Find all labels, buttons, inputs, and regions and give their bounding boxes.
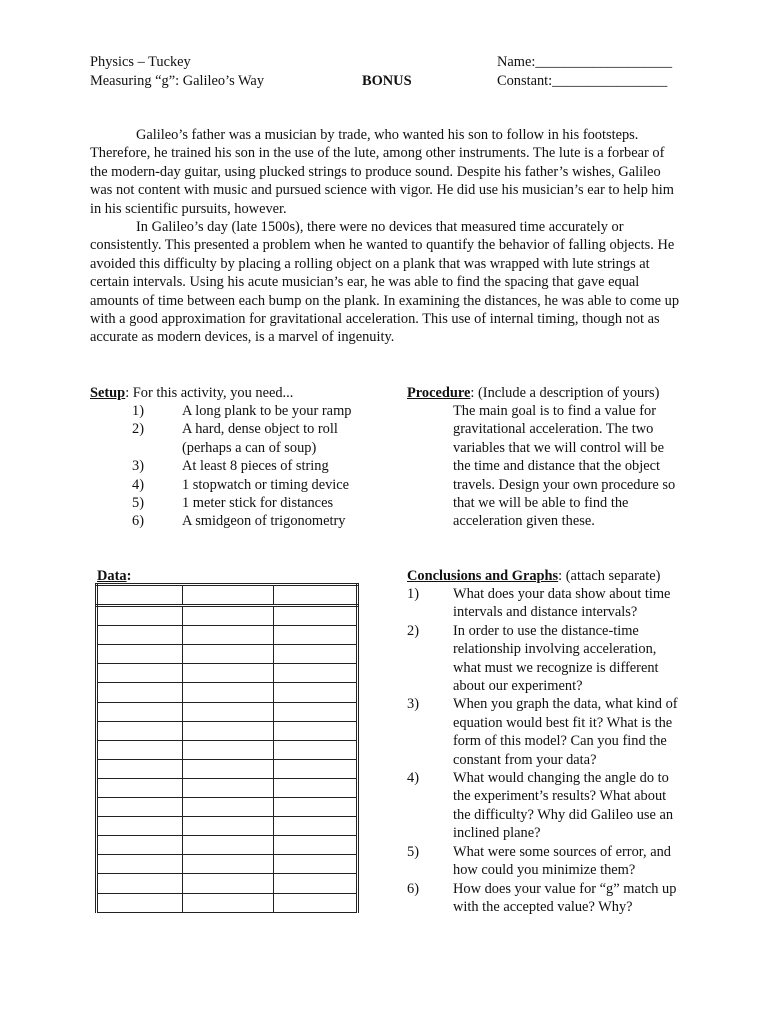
conclusions-heading [407,567,660,585]
list-item: 1) What does your data show about time intervals and distance intervals? [407,586,671,621]
bonus-label: BONUS [362,73,412,89]
table-cell[interactable] [274,778,358,797]
table-cell[interactable] [97,778,183,797]
list-item: 3) At least 8 pieces of string [132,458,329,475]
table-cell[interactable] [274,721,358,740]
list-item: 5) What were some sources of error, and how could you minimize them? [407,843,671,879]
table-row [97,759,358,778]
table-cell[interactable] [97,626,183,645]
table-cell[interactable] [183,702,274,721]
table-cell[interactable] [274,874,358,893]
table-row [97,855,358,874]
table-cell[interactable] [183,874,274,893]
table-row [97,606,358,626]
table-cell[interactable] [97,798,183,817]
table-row [97,664,358,683]
table-cell[interactable] [274,585,358,606]
table-cell[interactable] [274,702,358,721]
worksheet-title: Measuring “g”: Galileo’s Way [90,73,265,89]
table-cell[interactable] [274,626,358,645]
list-item: 4) What would changing the angle do to the experiment’s results? What about the difficulty? Why did Galileo use an inclined plane? [407,770,674,842]
table-row [97,778,358,797]
table-row [97,874,358,893]
intro-paragraph-2: In Galileo’s day (late 1500s), there were no devices that measured time accurately or consistently. This presented a problem when he wanted to quantify the behavior of falling objects. He avoided this difficulty by placing a rolling object on a plank that was wrapped with lute strings at certain intervals. Using his acute musician’s ear, he was able to find the spacing that gave equal amounts of time between each bump on the plank. In examining the distances, he was able to come up with a good approximation for gravitational acceleration. This use of internal timing, though not as accurate as modern devices, is a marvel of ingenuity. [90,219,680,346]
name-field-label: Name:___________________ [497,54,673,70]
constant-field-label: Constant:________________ [497,73,668,89]
table-cell[interactable] [274,855,358,874]
table-row [97,585,358,606]
list-item: 2) A hard, dense object to roll [132,421,338,438]
list-item: (perhaps a can of soup) [182,439,317,456]
data-table [95,583,359,913]
table-cell[interactable] [97,874,183,893]
table-cell[interactable] [97,606,183,626]
setup-heading [90,384,293,402]
procedure-intro: : (Include a description of yours) [470,385,660,401]
table-cell[interactable] [97,645,183,664]
table-cell[interactable] [274,664,358,683]
list-item: 6) A smidgeon of trigonometry [132,513,346,530]
table-cell[interactable] [274,645,358,664]
intro-paragraph-1: Galileo’s father was a musician by trade, who wanted his son to follow in his footsteps. Therefore, he trained his son in the use of the lute, among other instruments. The lute is a forbear of the modern-day guitar, using plucked strings to produce sound. Despite his father’s wishes, Galileo was not content with music and pursued science with vigor. He did use his musician’s ear to help him in his scientific pursuits, however. [90,127,674,217]
table-row [97,893,358,912]
table-cell[interactable] [97,721,183,740]
conclusions-label: Conclusions and Graphs [407,568,559,584]
table-cell[interactable] [183,798,274,817]
setup-label: Setup [90,385,126,401]
table-row [97,817,358,836]
table-cell[interactable] [274,740,358,759]
list-item: 4) 1 stopwatch or timing device [132,476,350,493]
table-row [97,626,358,645]
procedure-heading [407,384,659,402]
table-cell[interactable] [274,606,358,626]
course-label: Physics – Tuckey [90,54,191,70]
table-cell[interactable] [183,778,274,797]
table-cell[interactable] [97,836,183,855]
table-cell[interactable] [183,683,274,702]
conclusions-list [407,585,697,916]
table-row [97,683,358,702]
table-row [97,836,358,855]
list-item: 3) When you graph the data, what kind of equation would best fit it? What is the form of this model? Can you find the constant from your data? [407,696,678,768]
table-row [97,645,358,664]
table-cell[interactable] [274,817,358,836]
table-cell[interactable] [183,626,274,645]
table-cell[interactable] [97,855,183,874]
list-item: 5) 1 meter stick for distances [132,494,334,511]
table-cell[interactable] [183,817,274,836]
table-cell[interactable] [274,683,358,702]
table-cell[interactable] [97,683,183,702]
table-cell[interactable] [183,740,274,759]
data-label: Data [97,568,127,584]
table-cell[interactable] [183,759,274,778]
table-cell[interactable] [183,721,274,740]
table-cell[interactable] [97,817,183,836]
table-row [97,721,358,740]
table-cell[interactable] [274,836,358,855]
setup-list [132,402,392,531]
procedure-body: The main goal is to find a value for gravitational acceleration. The two variables that we will control will be the time and distance that the object travels. Design your own procedure so that we will be able to find the acceleration given these. [453,403,676,530]
table-cell[interactable] [97,702,183,721]
table-cell[interactable] [183,606,274,626]
table-row [97,702,358,721]
table-cell[interactable] [97,893,183,912]
data-heading: Data: [97,568,132,584]
table-cell[interactable] [97,664,183,683]
table-cell[interactable] [183,645,274,664]
list-item: 6) How does your value for “g” match up with the accepted value? Why? [407,880,677,915]
list-item: 2) In order to use the distance-time relationship involving acceleration, what must we recognize is different about our experiment? [407,622,659,695]
table-row [97,740,358,759]
table-cell[interactable] [274,893,358,912]
table-row [97,798,358,817]
procedure-label: Procedure [407,385,471,401]
table-cell[interactable] [183,836,274,855]
table-cell[interactable] [274,798,358,817]
table-cell[interactable] [97,585,183,606]
table-cell[interactable] [183,585,274,606]
table-cell[interactable] [97,740,183,759]
table-cell[interactable] [183,855,274,874]
conclusions-intro: : (attach separate) [558,568,661,584]
setup-intro: : For this activity, you need... [125,385,294,401]
table-cell[interactable] [274,759,358,778]
table-cell[interactable] [97,759,183,778]
table-cell[interactable] [183,893,274,912]
table-cell[interactable] [183,664,274,683]
list-item: 1) A long plank to be your ramp [132,403,352,419]
intro-text [90,126,684,347]
